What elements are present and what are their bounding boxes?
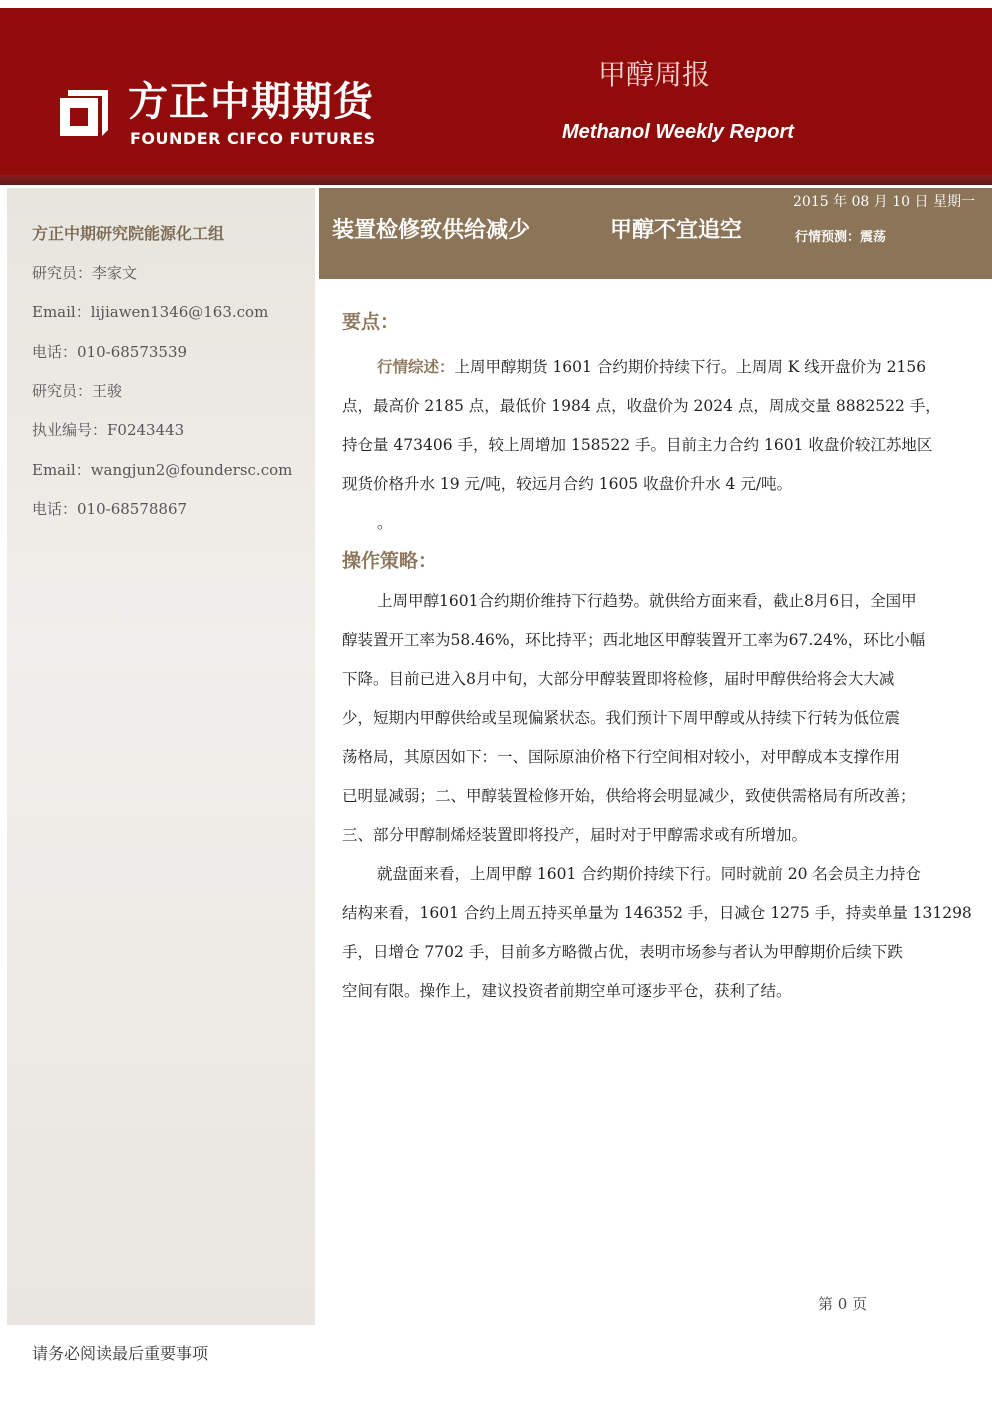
paragraph-line: 下降。目前已进入8月中旬，大部分甲醇装置即将检修，届时甲醇供给将会大大减: [342, 670, 895, 688]
paragraph-line: 三、部分甲醇制烯烃装置即将投产，届时对于甲醇需求或有所增加。: [342, 826, 808, 844]
report-date: 2015 年 08 月 10 日 星期一: [793, 194, 975, 210]
strategy-heading: 操作策略：: [342, 550, 438, 572]
key-points-heading: 要点：: [342, 311, 400, 333]
stray-mark: 。: [377, 514, 393, 532]
paragraph-line: 手，日增仓 7702 手，目前多方略微占优，表明市场参与者认为甲醇期价后续下跌: [342, 943, 903, 961]
paragraph-line: 少，短期内甲醇供给或呈现偏紧状态。我们预计下周甲醇或从持续下行转为低位震: [342, 709, 901, 727]
market-forecast: 行情预测：震荡: [795, 230, 887, 245]
company-name-cn: 方正中期期货: [128, 79, 374, 125]
research-group: 方正中期研究院能源化工组: [32, 224, 225, 243]
report-title-en: Methanol Weekly Report: [562, 121, 794, 143]
paragraph-line: 已明显减弱；二、甲醇装置检修开始，供给将会明显减少，致使供需格局有所改善；: [342, 787, 916, 805]
paragraph-line: 点，最高价 2185 点，最低价 1984 点，收盘价为 2024 点，周成交量 8882522 手，: [342, 397, 941, 415]
paragraph-line: 持仓量 473406 手，较上周增加 158522 手。目前主力合约 1601 收盘价较江苏地区: [342, 436, 933, 454]
researcher-email: Email：wangjun2@foundersc.com: [32, 461, 293, 479]
paragraph-line: 现货价格升水 19 元/吨，较远月合约 1605 收盘价升水 4 元/吨。: [342, 475, 793, 493]
headline-left: 装置检修致供给减少: [332, 218, 531, 243]
report-title-cn: 甲醇周报: [598, 58, 711, 91]
researcher-phone: 电话：010-68573539: [32, 343, 188, 361]
paragraph-line: 醇装置开工率为58.46%，环比持平；西北地区甲醇装置开工率为67.24%，环比小幅: [342, 631, 926, 649]
researcher-email: Email：lijiawen1346@163.com: [32, 303, 269, 321]
disclaimer-note: 请务必阅读最后重要事项: [32, 1344, 209, 1363]
company-name-en: FOUNDER CIFCO FUTURES: [130, 129, 376, 148]
paragraph-line: [377, 356, 926, 378]
researcher-license: 执业编号：F0243443: [32, 421, 185, 439]
market-summary-text: 上周甲醇期货 1601 合约期价持续下行。上周周 K 线开盘价为 2156: [454, 358, 927, 376]
header-divider: [0, 175, 992, 185]
paragraph-line: 结构来看，1601 合约上周五持买单量为 146352 手，日减仓 1275 手，持卖单量 131298: [342, 904, 972, 922]
researcher-phone: 电话：010-68578867: [32, 500, 188, 518]
page-number: 第 0 页: [818, 1295, 868, 1313]
founder-logo-icon: [54, 82, 116, 144]
headline-right: 甲醇不宜追空: [610, 218, 743, 243]
researcher-name: 研究员：王骏: [32, 382, 123, 400]
paragraph-line: 荡格局，其原因如下：一、国际原油价格下行空间相对较小，对甲醇成本支撑作用: [342, 748, 901, 766]
market-summary-label: 行情综述：: [377, 358, 455, 376]
paragraph-line: 就盘面来看，上周甲醇 1601 合约期价持续下行。同时就前 20 名会员主力持仓: [377, 865, 921, 883]
paragraph-line: 上周甲醇1601合约期价维持下行趋势。就供给方面来看，截止8月6日，全国甲: [377, 592, 917, 610]
researcher-name: 研究员：李家文: [32, 264, 138, 282]
paragraph-line: 空间有限。操作上，建议投资者前期空单可逐步平仓，获利了结。: [342, 982, 792, 1000]
